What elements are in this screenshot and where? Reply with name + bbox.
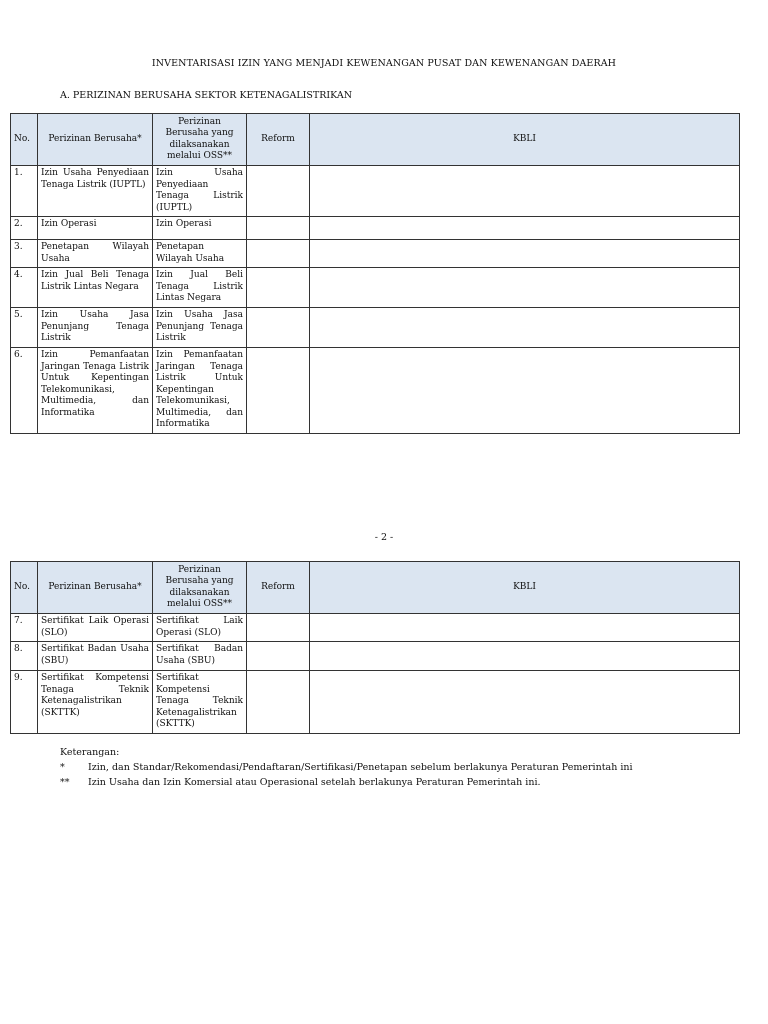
- document-title: INVENTARISASI IZIN YANG MENJADI KEWENANGAN PUSAT DAN KEWENANGAN DAERAH: [151, 58, 617, 69]
- cell-kbli: [310, 240, 740, 268]
- cell-no: 8.: [11, 642, 38, 671]
- cell-reform: [247, 348, 310, 434]
- table-row: [11, 268, 740, 308]
- cell-no: 1.: [11, 166, 38, 217]
- cell-oss: Izin Pemanfaatan Jaringan Tenaga Listrik Untuk Kepentingan Telekomunikasi, Multimedia, dan Informatika: [153, 348, 247, 434]
- header-reform: Reform: [247, 114, 310, 166]
- table-row: [11, 217, 740, 240]
- table-row: [11, 614, 740, 642]
- table-row: [11, 642, 740, 671]
- section-heading: A. PERIZINAN BERUSAHA SEKTOR KETENAGALISTRIKAN: [60, 90, 353, 101]
- cell-kbli: [310, 308, 740, 348]
- cell-reform: [247, 671, 310, 734]
- cell-perizinan: Izin Operasi: [38, 217, 153, 240]
- cell-perizinan: Sertifikat Kompetensi Tenaga Teknik Ketenagalistrikan (SKTTK): [38, 671, 153, 734]
- cell-perizinan: Izin Usaha Penyediaan Tenaga Listrik (IUPTL): [38, 166, 153, 217]
- cell-perizinan: Izin Jual Beli Tenaga Listrik Lintas Negara: [38, 268, 153, 308]
- cell-perizinan: Sertifikat Badan Usaha (SBU): [38, 642, 153, 671]
- cell-kbli: [310, 217, 740, 240]
- cell-kbli: [310, 268, 740, 308]
- cell-oss: Izin Usaha Penyediaan Tenaga Listrik (IUPTL): [153, 166, 247, 217]
- permit-table-2: [10, 561, 740, 734]
- header-oss: Perizinan Berusaha yang dilaksanakan melalui OSS**: [153, 562, 247, 614]
- note-symbol: *: [60, 762, 65, 773]
- cell-kbli: [310, 348, 740, 434]
- cell-no: 9.: [11, 671, 38, 734]
- cell-oss: Sertifikat Laik Operasi (SLO): [153, 614, 247, 642]
- note-text: Izin, dan Standar/Rekomendasi/Pendaftaran/Sertifikasi/Penetapan sebelum berlakunya Peraturan Pemerintah ini: [88, 762, 633, 773]
- cell-reform: [247, 614, 310, 642]
- cell-perizinan: Penetapan Wilayah Usaha: [38, 240, 153, 268]
- cell-kbli: [310, 642, 740, 671]
- note-text: Izin Usaha dan Izin Komersial atau Operasional setelah berlakunya Peraturan Pemerintah ini.: [88, 777, 541, 788]
- cell-oss: Sertifikat Badan Usaha (SBU): [153, 642, 247, 671]
- cell-reform: [247, 217, 310, 240]
- cell-no: 7.: [11, 614, 38, 642]
- table-row: [11, 166, 740, 217]
- table-row: [11, 671, 740, 734]
- table-header-row: [11, 114, 740, 166]
- cell-perizinan: Sertifikat Laik Operasi (SLO): [38, 614, 153, 642]
- cell-oss: Izin Usaha Jasa Penunjang Tenaga Listrik: [153, 308, 247, 348]
- header-oss: Perizinan Berusaha yang dilaksanakan melalui OSS**: [153, 114, 247, 166]
- cell-no: 6.: [11, 348, 38, 434]
- notes-heading: Keterangan:: [60, 747, 120, 758]
- header-perizinan: Perizinan Berusaha*: [38, 114, 153, 166]
- header-reform: Reform: [247, 562, 310, 614]
- note-symbol: **: [60, 777, 70, 788]
- cell-no: 5.: [11, 308, 38, 348]
- note-item: [60, 775, 680, 790]
- header-no: No.: [11, 114, 38, 166]
- header-perizinan: Perizinan Berusaha*: [38, 562, 153, 614]
- cell-reform: [247, 642, 310, 671]
- cell-reform: [247, 308, 310, 348]
- header-kbli: KBLI: [310, 562, 740, 614]
- cell-kbli: [310, 614, 740, 642]
- table-header-row: [11, 562, 740, 614]
- header-kbli: KBLI: [310, 114, 740, 166]
- cell-kbli: [310, 671, 740, 734]
- page-number: - 2 -: [374, 532, 394, 543]
- table-row: [11, 348, 740, 434]
- notes-section: [60, 745, 680, 790]
- cell-no: 2.: [11, 217, 38, 240]
- table-row: [11, 308, 740, 348]
- cell-oss: Sertifikat Kompetensi Tenaga Teknik Ketenagalistrikan (SKTTK): [153, 671, 247, 734]
- cell-oss: Penetapan Wilayah Usaha: [153, 240, 247, 268]
- cell-perizinan: Izin Pemanfaatan Jaringan Tenaga Listrik Untuk Kepentingan Telekomunikasi, Multimedia, dan Informatika: [38, 348, 153, 434]
- cell-reform: [247, 166, 310, 217]
- cell-oss: Izin Operasi: [153, 217, 247, 240]
- cell-no: 3.: [11, 240, 38, 268]
- note-item: [60, 760, 680, 775]
- cell-perizinan: Izin Usaha Jasa Penunjang Tenaga Listrik: [38, 308, 153, 348]
- header-no: No.: [11, 562, 38, 614]
- cell-reform: [247, 240, 310, 268]
- cell-no: 4.: [11, 268, 38, 308]
- cell-oss: Izin Jual Beli Tenaga Listrik Lintas Negara: [153, 268, 247, 308]
- permit-table-1: [10, 113, 740, 434]
- table-row: [11, 240, 740, 268]
- cell-kbli: [310, 166, 740, 217]
- cell-reform: [247, 268, 310, 308]
